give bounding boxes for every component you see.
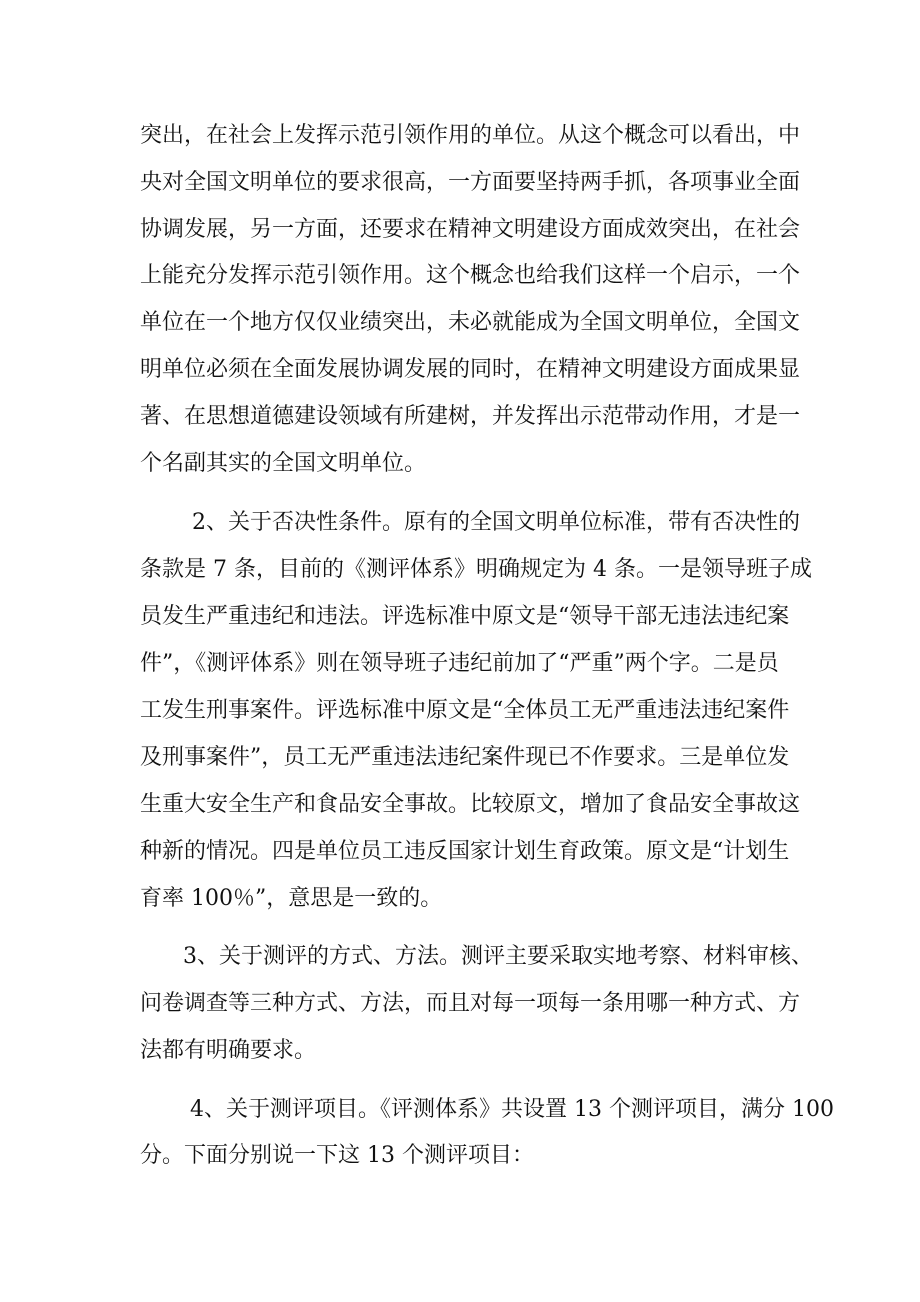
text-line: 问卷调查等三种方式、方法，而且对每一项每一条用哪一种方式、方 [140,991,801,1016]
paragraph-heading-line: 2、关于否决性条件。原有的全国文明单位标准，带有否决性的 [192,510,800,535]
text-line: 央对全国文明单位的要求很高，一方面要坚持两手抓，各项事业全面 [140,170,801,195]
text-line: 单位在一个地方仅仅业绩突出，未必就能成为全国文明单位，全国文 [140,310,801,335]
text-line: 育率 100％”，意思是一致的。 [140,886,443,911]
text-line: 种新的情况。四是单位员工违反国家计划生育政策。原文是“计划生 [140,839,790,864]
text-line: 员发生严重违纪和违法。评选标准中原文是“领导干部无违法违纪案 [140,604,790,629]
text-line: 个名副其实的全国文明单位。 [140,451,427,476]
text-line: 突出，在社会上发挥示范引领作用的单位。从这个概念可以看出，中 [140,123,801,148]
text-line: 明单位必须在全面发展协调发展的同时，在精神文明建设方面成果显 [140,357,801,382]
paragraph-heading-line: 4、关于测评项目。《评测体系》共设置 13 个测评项目，满分 100 [190,1097,834,1122]
text-line: 条款是 7 条，目前的《测评体系》明确规定为 4 条。一是领导班子成 [140,557,812,582]
paragraph-heading-line: 3、关于测评的方式、方法。测评主要采取实地考察、材料审核、 [183,944,813,969]
text-line: 工发生刑事案件。评选标准中原文是“全体员工无严重违法违纪案件 [140,698,790,723]
text-line: 分。下面分别说一下这 13 个测评项目： [140,1143,534,1168]
text-line: 著、在思想道德建设领域有所建树，并发挥出示范带动作用，才是一 [140,404,801,429]
text-line: 法都有明确要求。 [140,1038,317,1063]
text-line: 件”，《测评体系》则在领导班子违纪前加了“严重”两个字。二是员 [140,651,779,676]
text-line: 协调发展，另一方面，还要求在精神文明建设方面成效突出，在社会 [140,217,801,242]
text-line: 生重大安全生产和食品安全事故。比较原文，增加了食品安全事故这 [140,792,801,817]
text-line: 上能充分发挥示范引领作用。这个概念也给我们这样一个启示，一个 [140,263,801,288]
text-line: 及刑事案件”，员工无严重违法违纪案件现已不作要求。三是单位发 [140,745,790,770]
